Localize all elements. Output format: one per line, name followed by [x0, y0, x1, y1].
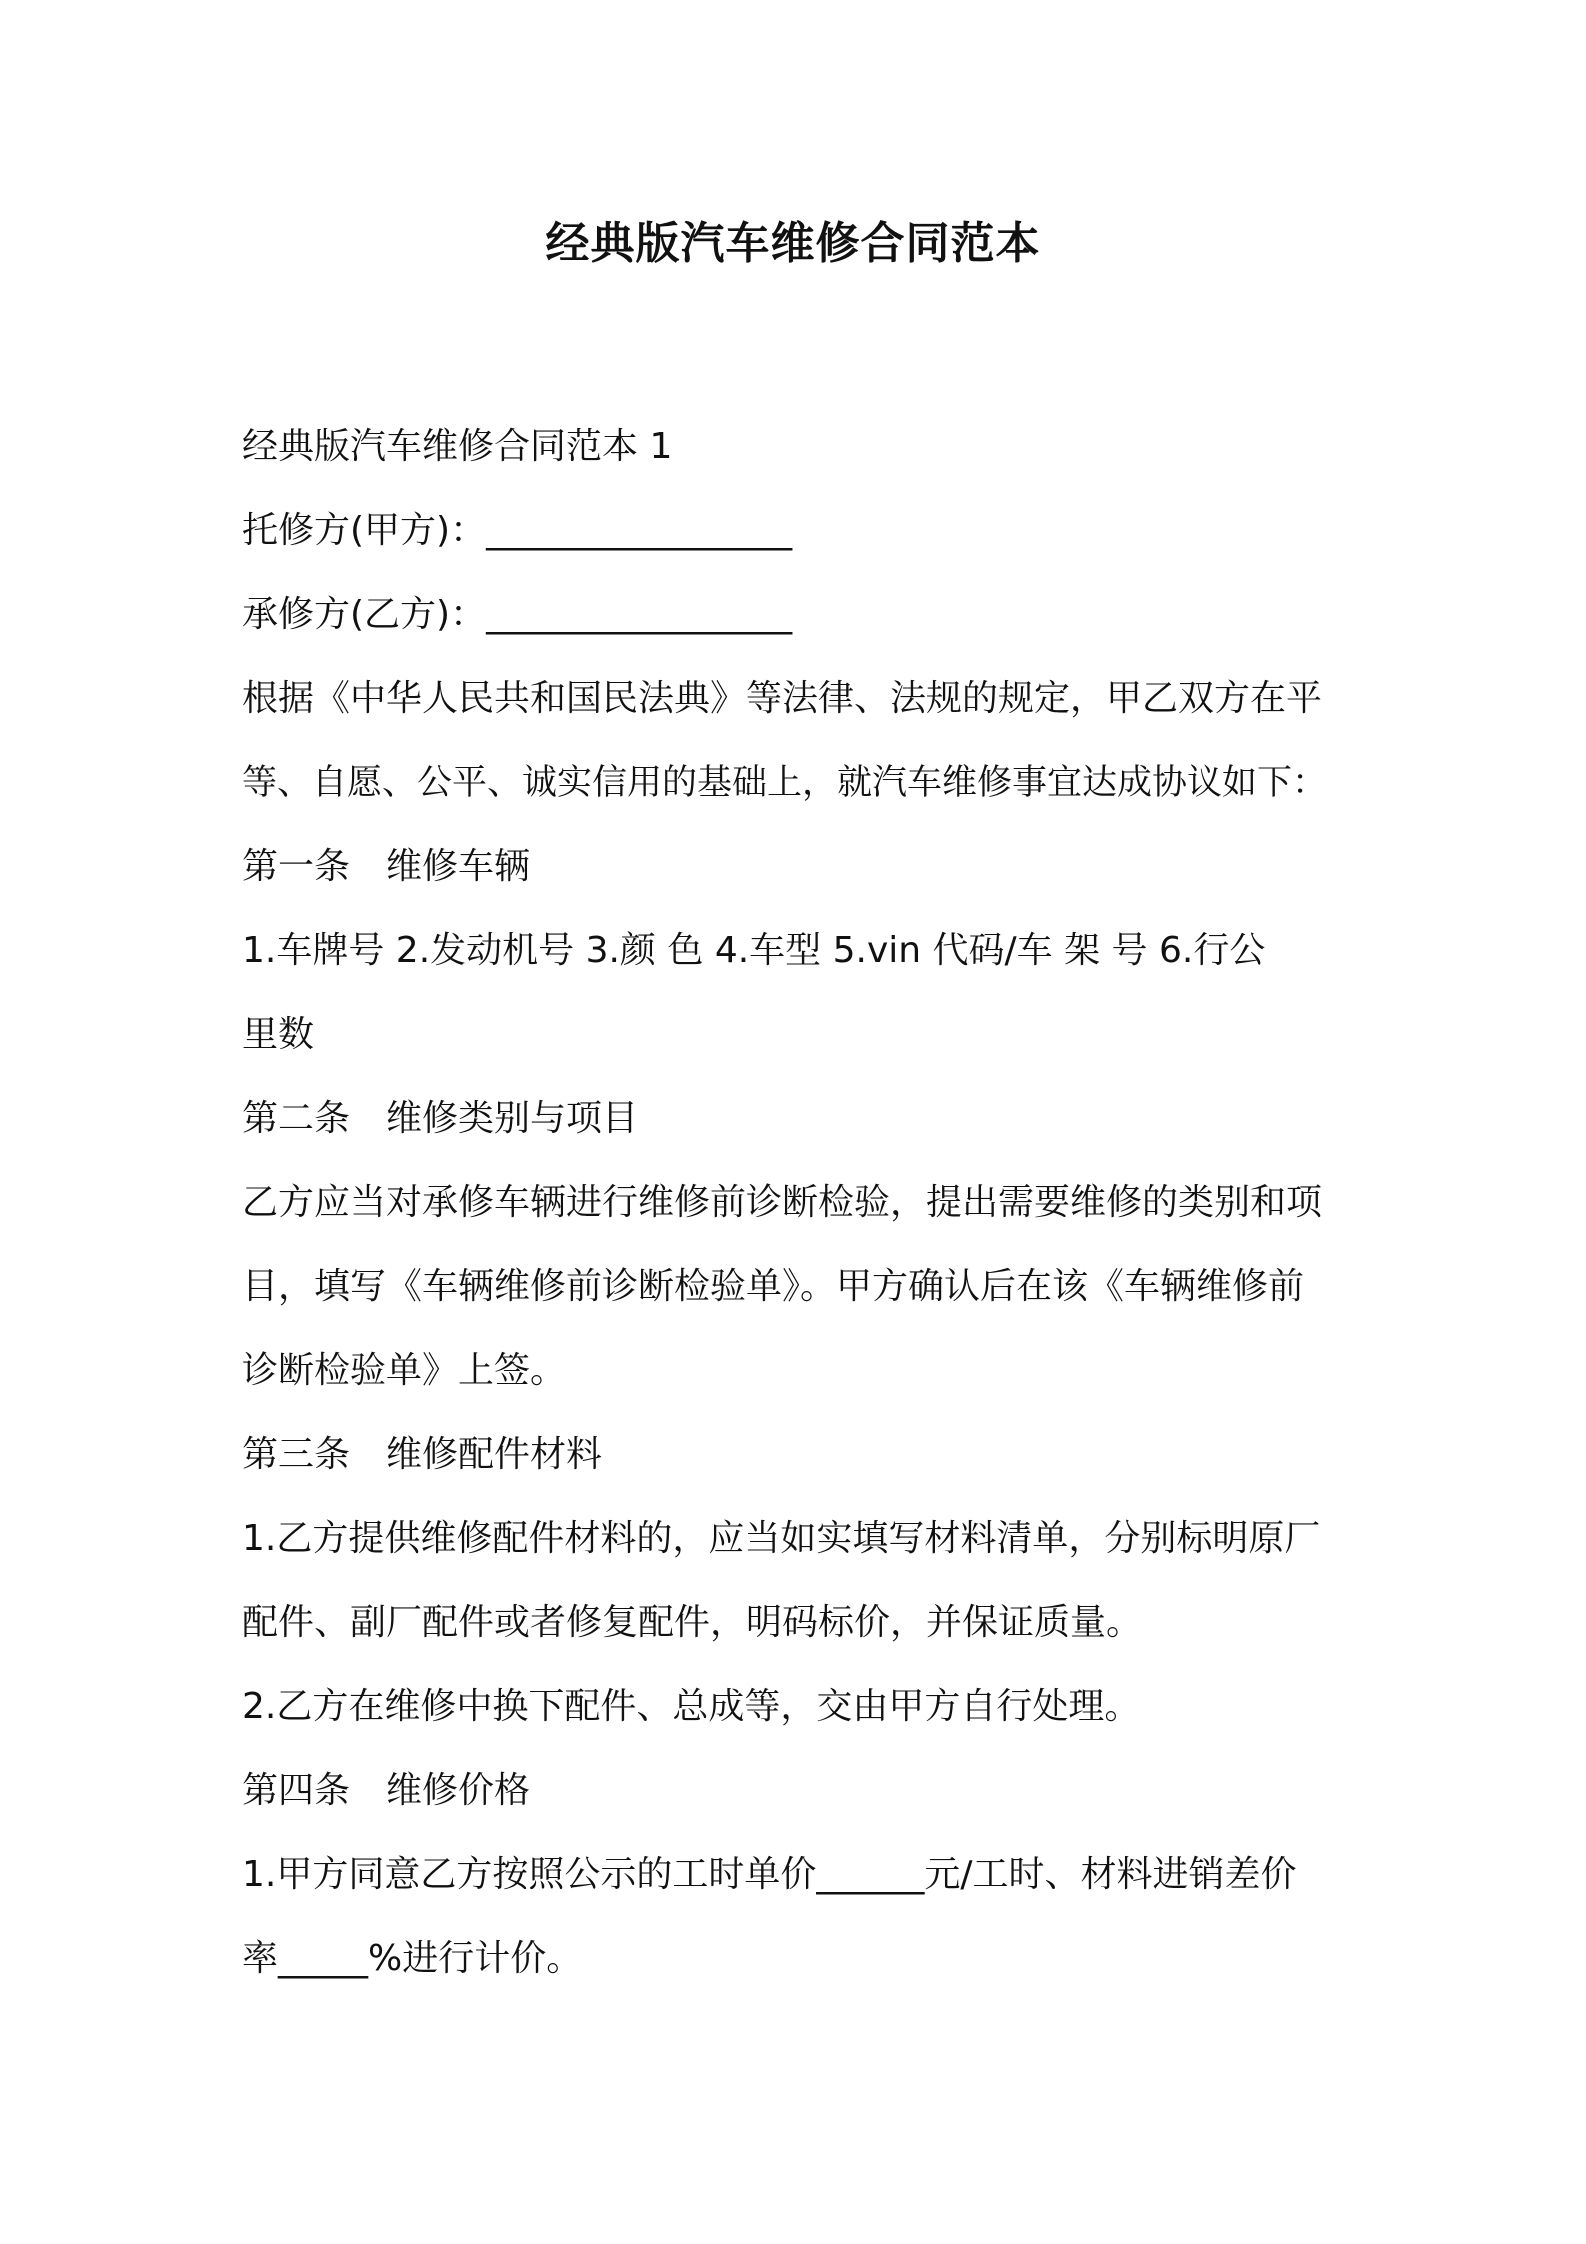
paragraph-line: 2.乙方在维修中换下配件、总成等，交由甲方自行处理。 — [242, 1686, 1141, 1727]
paragraph-line: 里数 — [242, 1014, 315, 1055]
document-title: 经典版汽车维修合同范本 — [545, 218, 1041, 269]
paragraph-line: 目，填写《车辆维修前诊断检验单》。甲方确认后在该《车辆维修前 — [242, 1266, 1305, 1307]
paragraph-line: 根据《中华人民共和国民法典》等法律、法规的规定，甲乙双方在平 — [242, 678, 1323, 719]
paragraph-line: 率_____%进行计价。 — [242, 1938, 583, 1979]
paragraph-line: 配件、副厂配件或者修复配件，明码标价，并保证质量。 — [242, 1602, 1143, 1643]
paragraph-line: 1.甲方同意乙方按照公示的工时单价______元/工时、材料进销差价 — [242, 1854, 1297, 1895]
paragraph-line: 1.乙方提供维修配件材料的，应当如实填写材料清单，分别标明原厂 — [242, 1518, 1321, 1559]
party-a-line: 托修方(甲方)：_________________ — [242, 510, 793, 551]
document-body — [242, 405, 1352, 2001]
article-heading: 第一条 维修车辆 — [242, 846, 531, 887]
article-heading: 第三条 维修配件材料 — [242, 1434, 603, 1475]
section-heading: 经典版汽车维修合同范本 1 — [242, 426, 673, 467]
paragraph-line: 诊断检验单》上签。 — [242, 1350, 567, 1391]
article-heading: 第二条 维修类别与项目 — [242, 1098, 639, 1139]
article-heading: 第四条 维修价格 — [242, 1770, 531, 1811]
paragraph-line: 等、自愿、公平、诚实信用的基础上，就汽车维修事宜达成协议如下： — [242, 763, 1328, 803]
paragraph-line: 1.车牌号 2.发动机号 3.颜 色 4.车型 5.vin 代码/车 架 号 6.行公 — [242, 930, 1266, 971]
party-b-line: 承修方(乙方)：_________________ — [242, 594, 793, 635]
paragraph-line: 乙方应当对承修车辆进行维修前诊断检验，提出需要维修的类别和项 — [242, 1182, 1323, 1223]
